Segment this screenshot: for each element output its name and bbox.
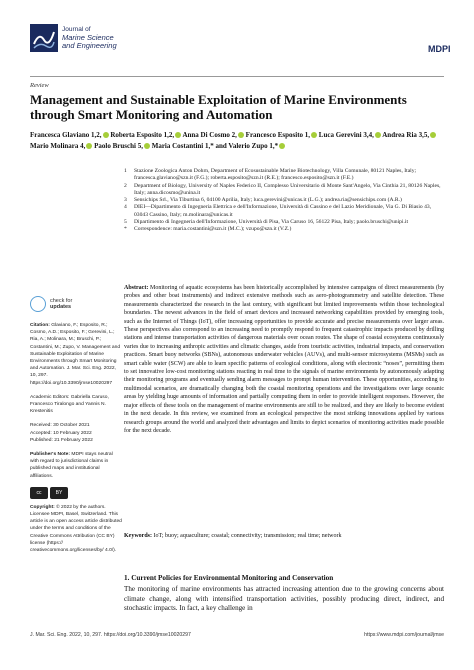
correspondence-text: Correspondence: maria.costantini@szn.it (M.C.); vzupo@szn.it (V.Z.)	[134, 226, 292, 233]
orcid-icon[interactable]	[279, 143, 285, 149]
copyright-block	[30, 504, 122, 554]
affiliation-number: 3	[124, 197, 127, 204]
dates-block	[30, 422, 122, 444]
cc-icon: cc	[30, 487, 48, 499]
affiliations	[124, 168, 444, 234]
page-footer	[30, 632, 444, 638]
affiliation-item	[124, 204, 444, 219]
affiliation-number: 2	[124, 182, 127, 189]
orcid-icon[interactable]	[86, 143, 92, 149]
affiliation-text: Department of Biology, University of Naples Federico II, Complesso Universitario di Monte Sant'Angelo, Via Cinthia 21, 80126 Naples, Italy; anna.dicosmo@unina.it	[134, 182, 441, 196]
journal-prefix: Journal of	[62, 26, 91, 33]
check-for-updates-button[interactable]	[30, 296, 122, 312]
citation-label: Citation:	[30, 323, 50, 328]
by-icon: BY	[50, 487, 68, 499]
orcid-icon[interactable]	[175, 132, 181, 138]
header-divider	[30, 76, 444, 77]
article-type: Review	[30, 82, 49, 89]
keywords-label: Keywords:	[124, 533, 152, 539]
author[interactable]: Roberta Esposito 1,2,	[110, 131, 175, 139]
affiliation-number: 5	[124, 219, 127, 226]
abstract-label: Abstract:	[124, 285, 149, 291]
publisher-logo[interactable]	[428, 44, 451, 54]
affiliation-item	[124, 168, 444, 183]
footer-url[interactable]: https://www.mdpi.com/journal/jmse	[364, 632, 444, 638]
section-body: The monitoring of marine environments has attracted increasing attention due to the growing concerns about climate change, along with intensified transportation activities, possibly producing direct, indirect, and stochastic impacts. In fact, a key challenge in	[124, 585, 444, 613]
check-updates-line1: check for	[50, 297, 73, 304]
mdpi-text: MDPI	[428, 44, 451, 54]
affiliation-number: 4	[124, 204, 127, 211]
copyright-text: © 2022 by the authors. Licensee MDPI, Basel, Switzerland. This article is an open access article distributed under the terms and conditions of the Creative Commons Attribution (CC BY) license (https:// creativecommons.org/licenses/by/ 4.0/).	[30, 504, 122, 554]
citation-block	[30, 322, 122, 387]
correspondence	[124, 226, 444, 233]
publisher-note-label: Publisher's Note:	[30, 452, 71, 458]
author[interactable]: Anna Di Cosmo 2,	[182, 131, 237, 139]
affiliation-text: Stazione Zoologica Anton Dohrn, Department of Ecosustainable Marine Biotechnology, Villa Comunale, 80121 Naples, Italy; francesca.glaviano@szn.it (F.G.); roberta.esposito@szn.it (R.E.); francesco.esposito@szn.it (F.E.)	[134, 168, 417, 182]
affiliation-text: Dipartimento di Ingegneria dell'Informazione, Università di Pisa, Via Caruso 16, 56122 Pisa, Italy; paolo.bruschi@unipi.it	[134, 219, 409, 226]
copyright-label: Copyright:	[30, 504, 55, 510]
article-title: Management and Sustainable Exploitation of Marine Environments through Smart Monitoring and Automation	[30, 92, 407, 122]
author[interactable]: Francesca Glaviano 1,2,	[30, 131, 102, 139]
accepted-date: Accepted: 10 February 2022	[30, 430, 92, 436]
cc-license-badge[interactable]	[30, 487, 122, 499]
publisher-note-text: MDPI stays neutral with regard to jurisdictional claims in published maps and institutional affiliations.	[30, 452, 113, 479]
orcid-icon[interactable]	[311, 132, 317, 138]
affiliation-number: 1	[124, 168, 127, 174]
author[interactable]: Luca Gerevini 3,4,	[318, 131, 374, 139]
check-updates-label	[50, 298, 72, 311]
citation-text: Glaviano, F.; Esposito, R.; Cosmo, A.D.; Esposito, F.; Gerevini, L.; Ria, A.; Molinara, M.; Bruschi, P.; Costantini, M.; Zupo, V. Management and Sustainable Exploitation of Marine Environments through Smart Monitoring and Automation. J. Mar. Sci. Eng. 2022, 10, 297. https://doi.org/10.3390/jmse10020297	[30, 323, 121, 386]
abstract	[124, 284, 444, 435]
author[interactable]: Mario Molinara 4,	[30, 142, 86, 150]
academic-editors: Academic Editors: Gabriella Caruso, Francesco Tiralongo and Yannis N. Krestenitis	[30, 394, 109, 415]
keywords-text: IoT; buoy; aquaculture; coastal; connectivity; transmission; real time; network	[153, 533, 342, 539]
affiliation-item	[124, 183, 444, 198]
journal-name-line1: Marine Science	[62, 33, 114, 42]
received-date: Received: 30 October 2021	[30, 423, 90, 429]
journal-logo	[30, 24, 58, 52]
sidebar	[30, 296, 122, 561]
orcid-icon[interactable]	[238, 132, 244, 138]
journal-name	[62, 26, 117, 50]
orcid-icon[interactable]	[103, 132, 109, 138]
author[interactable]: Francesco Esposito 1,	[245, 131, 311, 139]
correspondence-marker: *	[124, 226, 127, 233]
orcid-icon[interactable]	[430, 132, 436, 138]
author[interactable]: Paolo Bruschi 5,	[94, 142, 143, 150]
section-heading: 1. Current Policies for Environmental Monitoring and Conservation	[124, 574, 334, 582]
orcid-icon[interactable]	[375, 132, 381, 138]
author[interactable]: Andrea Ria 3,5,	[382, 131, 430, 139]
orcid-icon[interactable]	[144, 143, 150, 149]
publisher-note	[30, 451, 122, 480]
footer-citation[interactable]: J. Mar. Sci. Eng. 2022, 10, 297. https://doi.org/10.3390/jmse10020297	[30, 632, 191, 638]
journal-name-line2: and Engineering	[62, 41, 117, 50]
author[interactable]: Maria Costantini 1,* and Valerio Zupo 1,*	[151, 142, 279, 150]
affiliation-text: DIEI—Dipartimento di Ingegneria Elettrica e dell'Informazione, Università di Cassino e del Lazio Meridionale, Via G. Di Biasio 43, 03043 Cassino, Italy; m.molinara@unicas.it	[134, 204, 432, 218]
affiliation-text: Sensichips Srl., Via Tiburtina 6, 04100 Aprilia, Italy; luca.gerevini@unicas.it (L.G.); andrea.ria@sensichips.com (A.R.)	[134, 197, 402, 204]
abstract-text: Monitoring of aquatic ecosystems has been historically accomplished by intensive campaigns of direct measurements (by probes and other boat instruments) and indirect extensive methods such as aero-photogrammetry and satellite detection. These measurements characterized the research in the last century, with significant but limited improvements within those technological boundaries. The newest advances in the field of smart devices and increased networking capabilities provided by emerging tools, such as the Internet of Things (IoT), offer increasing opportunities to provide accurate and precise measurements over larger areas. These perspectives also correspond to an increasing need to promptly respond to frequent catastrophic impacts produced by drilling stations and intense transportation activities of dangerous materials over ocean routes. The shape of coastal ecosystems continuously varies due to increasing anthropic activities and climatic changes, aside from touristic activities, industrial impacts, and conservation practices. Smart buoy networks (SBNs), autonomous underwater vehicles (AUVs), and multi-sensor microsystems (MSMs) such as smart cable water (SCW) are able to learn specific patterns of ecological conditions, along with electronic “noses”, permitting them to set innovative low-cost monitoring stations reacting in real time to the signals of marine environments by autonomously adapting their monitoring programs and eventually sending alarm messages to prompt human intervention. These opportunities, according to multimodal scenarios, are dramatically changing both the coastal monitoring operations and the investigations over large oceanic areas by yielding huge amounts of information and partially computing them in order to provide intelligent responses. However, the major effects of these tools on the management of marine environments are still to be realized, and they are likely to become evident in the next decade. In this review, we examined from an ecological perspective the most striking innovations applied by various research groups around the world and analyzed their advantages and limits to depict scenarios of monitoring activities made possible for the next decade.	[124, 285, 444, 434]
keywords	[124, 532, 444, 540]
published-date: Published: 21 February 2022	[30, 437, 93, 443]
check-updates-icon	[30, 296, 46, 312]
author-list	[30, 130, 444, 152]
check-updates-line2: updates	[50, 304, 72, 310]
